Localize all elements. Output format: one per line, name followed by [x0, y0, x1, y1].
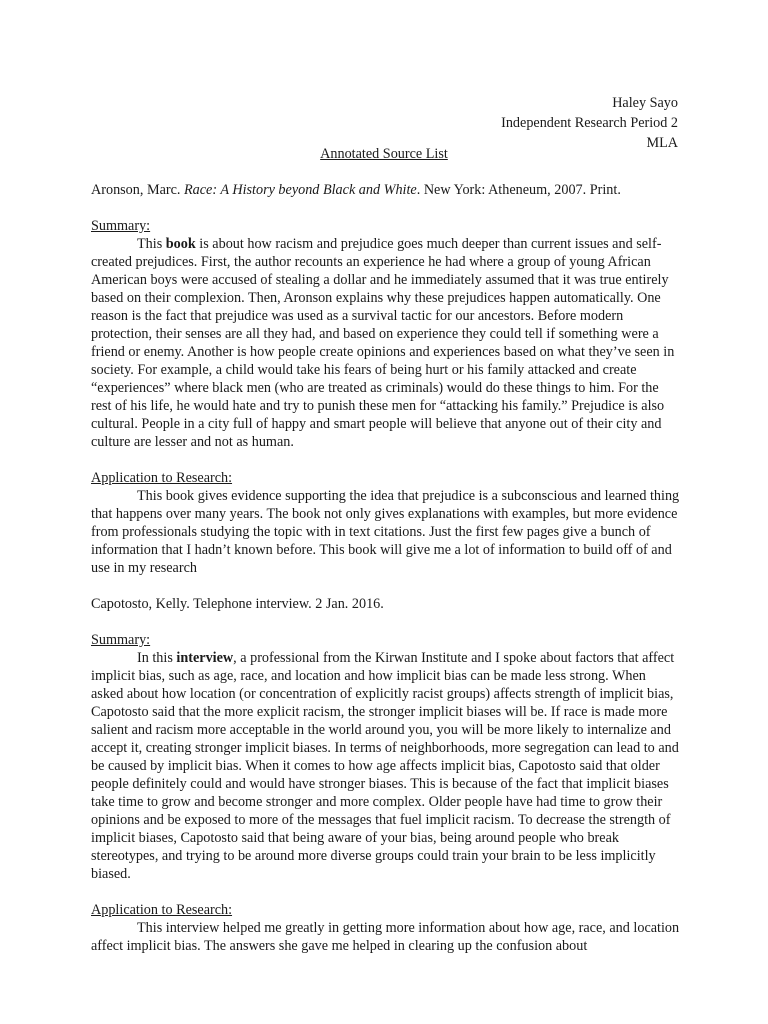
source-2-citation: Capotosto, Kelly. Telephone interview. 2 Jan. 2016. [91, 596, 384, 612]
summary-text: is about how racism and prejudice goes much deeper than current issues and self-created prejudices. First, the author recounts an experience he had where a group of young African American boys were accused of stealing a dollar and he immediately assumed that it was true entirely based on their complexion. Then, Aronson explains why these prejudices happen automatically. One reason is the fact that prejudice was used as a survival tactic for our ancestors. Before modern protection, their senses are all they had, and based on experience they could tell if something were a friend or enemy. Another is how people create opinions and experiences based on what they’ve seen in society. For example, a child would take his fears of being hurt or his family attacked and create “experiences” where black men (who are treated as criminals) would do these things to him. For the rest of his life, he would hate and try to punish these men for “attacking his family.” Prejudice is also cultural. People in a city full of happy and smart people will believe that anyone out of their city and culture are lesser and not as human. [91, 236, 675, 450]
header-block [501, 93, 678, 153]
source-1-summary [91, 235, 681, 451]
course-line: Independent Research Period 2 [501, 115, 678, 131]
document-title: Annotated Source List [320, 146, 448, 162]
source-2-summary [91, 649, 681, 883]
source-1-application-label: Application to Research: [91, 470, 233, 486]
source-2-summary-label: Summary: [91, 632, 151, 648]
source-2-application: This interview helped me greatly in getting more information about how age, race, and location affect implicit bias. The answers she gave me helped in clearing up the confusion about [91, 920, 680, 954]
format-line: MLA [646, 135, 678, 151]
source-2-application-label: Application to Research: [91, 902, 233, 918]
document-body [91, 181, 681, 955]
source-1-citation [91, 181, 681, 199]
summary-keyword: book [165, 236, 196, 252]
author-name: Haley Sayo [612, 95, 678, 111]
summary-lead: This [137, 236, 166, 252]
source-1-summary-label: Summary: [91, 218, 151, 234]
summary-keyword: interview [176, 650, 234, 666]
summary-lead: In this [137, 650, 177, 666]
summary-text: , a professional from the Kirwan Institute and I spoke about factors that affect implicit bias, such as age, race, and location and how implicit bias can be made less strong. When asked about how location (or concentration of explicitly racist groups) affects strength of implicit bias, Capotosto said that the more explicit racism, the stronger implicit biases will be. If race is made more salient and racism more acceptable in the world around you, you will be more likely to internalize and accept it, creating stronger implicit biases. In terms of neighborhoods, more segregation can lead to and be caused by implicit bias. When it comes to how age affects implicit bias, Capotosto said that older people definitely could and would have stronger biases. This is because of the fact that implicit biases take time to grow and become stronger and more complex. Older people have had time to grow their opinions and be exposed to more of the messages that fuel implicit racism. To decrease the strength of implicit biases, Capotosto said that being aware of your bias, being around people who break stereotypes, and trying to be around more diverse groups could train your brain to be less implicitly biased. [91, 650, 679, 882]
citation-publication: . New York: Atheneum, 2007. Print. [416, 182, 621, 198]
source-1-application: This book gives evidence supporting the idea that prejudice is a subconscious and learned thing that happens over many years. The book not only gives explanations with examples, but more evidence from professionals studying the topic with in text citations. Just the first few pages give a bunch of information that I hadn’t known before. This book will give me a lot of information to build off of and use in my research [91, 488, 680, 576]
citation-title: Race: A History beyond Black and White [184, 182, 417, 198]
citation-author: Aronson, Marc. [91, 182, 184, 198]
